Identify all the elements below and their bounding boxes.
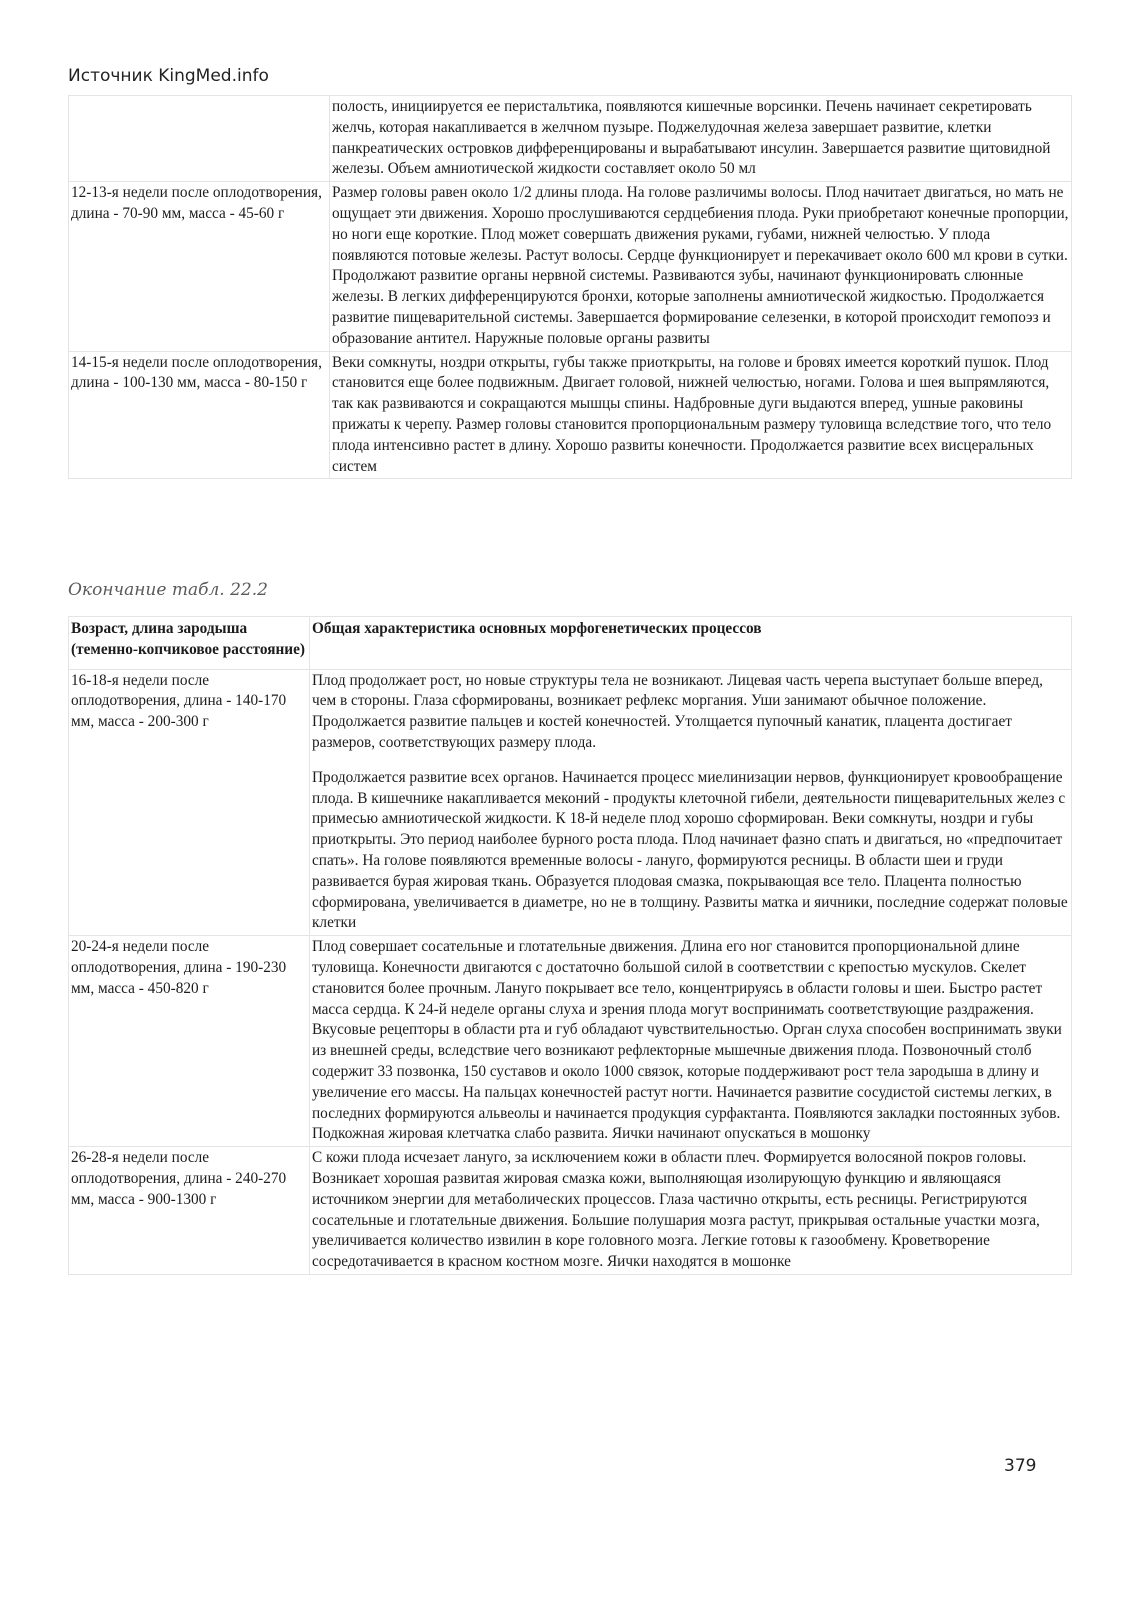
source-header: Источник KingMed.info (68, 66, 269, 86)
description-cell: Плод совершает сосательные и глотательные движения. Длина его ног становится пропорциональной длине туловища. Конечности двигаются с достаточно большой силой в соответствии с крепостью мускулов. Скелет становится более прочным. Лануго покрывает все тело, концентрируясь в области головы и шеи. Быстро растет масса сердца. К 24-й неделе органы слуха и зрения плода могут воспринимать соответствующие раздражения. Вкусовые рецепторы в области рта и губ обладают чувствительностью. Орган слуха способен воспринимать звуки из внешней среды, вследствие чего возникают рефлекторные мышечные движения плода. Позвоночный столб содержит 33 позвонка, 150 суставов и около 1000 связок, которые поддерживают рост тела зародыша в длину и увеличение его массы. На пальцах конечностей растут ногти. Начинается развитие сосудистой системы легких, в последних формируются альвеолы и начинается продукция сурфактанта. Появляются закладки постоянных зубов. Подкожная жировая клетчатка слабо развита. Яички начинают опускаться в мошонку (310, 936, 1072, 1147)
description-paragraph: Плод продолжает рост, но новые структуры тела не возникают. Лицевая часть черепа выступает больше вперед, чем в стороны. Глаза сформированы, возникает рефлекс моргания. Уши занимают обычное положение. Продолжается развитие пальцев и костей конечностей. Утолщается пупочный канатик, плацента достигает размеров, соответствующих размеру плода. (312, 671, 1043, 751)
table-row (69, 182, 1072, 351)
age-cell: 26-28-я недели после оплодотворения, длина - 240-270 мм, масса - 900-1300 г (69, 1147, 310, 1275)
table-row (69, 351, 1072, 479)
table-continuation-caption: Окончание табл. 22.2 (68, 580, 268, 600)
table-header-row (69, 617, 1072, 670)
age-cell: 12-13-я недели после оплодотворения, длина - 70-90 мм, масса - 45-60 г (69, 182, 330, 351)
page-number: 379 (1004, 1456, 1037, 1476)
description-cell: полость, инициируется ее перистальтика, появляются кишечные ворсинки. Печень начинает секретировать желчь, которая накапливается в желчном пузыре. Поджелудочная железа завершает развитие, клетки панкреатических островков дифференцированы и вырабатывают инсулин. Завершается развитие щитовидной железы. Объем амниотической жидкости составляет около 50 мл (330, 96, 1072, 182)
table-row (69, 936, 1072, 1147)
age-cell: 20-24-я недели после оплодотворения, длина - 190-230 мм, масса - 450-820 г (69, 936, 310, 1147)
column-header-age: Возраст, длина зародыша (теменно-копчиковое расстояние) (69, 617, 310, 670)
table-row (69, 1147, 1072, 1275)
description-paragraph: Продолжается развитие всех органов. Начинается процесс миелинизации нервов, функционирует кровообращение плода. В кишечнике накапливается меконий - продукты клеточной гибели, деятельности пищеварительных желез с примесью амниотической жидкости. К 18-й неделе плод хорошо сформирован. Веки сомкнуты, ноздри и губы приоткрыты. Это период наиболее бурного роста плода. Плод начинает фазно спать и двигаться, но «предпочитает спать». На голове появляются временные волосы - лануго, формируются ресницы. В области шеи и груди развивается бурая жировая ткань. Образуется плодовая смазка, покрывающая все тело. Плацента полностью сформирована, увеличивается в диаметре, но не в толщину. Развиты матка и яичники, последние содержат половые клетки (312, 768, 1068, 932)
morphogenesis-table-top (68, 95, 1072, 479)
table-row (69, 669, 1072, 936)
morphogenesis-table-bottom (68, 616, 1072, 1275)
column-header-description: Общая характеристика основных морфогенетических процессов (310, 617, 1072, 670)
description-cell: Веки сомкнуты, ноздри открыты, губы также приоткрыты, на голове и бровях имеется короткий пушок. Плод становится еще более подвижным. Двигает головой, нижней челюстью, ногами. Голова и шея выпрямляются, так как развиваются и сокращаются мышцы спины. Надбровные дуги выдаются вперед, ушные раковины прижаты к черепу. Размер головы становится пропорциональным размеру туловища вследствие того, что тело плода интенсивно растет в длину. Хорошо развиты конечности. Продолжается развитие всех висцеральных систем (330, 351, 1072, 479)
description-cell (310, 669, 1072, 936)
age-cell: 16-18-я недели после оплодотворения, длина - 140-170 мм, масса - 200-300 г (69, 669, 310, 936)
description-cell: Размер головы равен около 1/2 длины плода. На голове различимы волосы. Плод начитает двигаться, но мать не ощущает эти движения. Хорошо прослушиваются сердцебиения плода. Руки приобретают конечные пропорции, но ноги еще короткие. Плод может совершать движения руками, губами, нижней челюстью. У плода появляются потовые железы. Растут волосы. Сердце функционирует и перекачивает около 600 мл крови в сутки. Продолжают развитие органы нервной системы. Развиваются зубы, начинают функционировать слюнные железы. В легких дифференцируются бронхи, которые заполнены амниотической жидкостью. Продолжается развитие пищеварительной системы. Завершается формирование селезенки, в которой происходит гемопоэз и образование антител. Наружные половые органы развиты (330, 182, 1072, 351)
age-cell (69, 96, 330, 182)
description-cell: С кожи плода исчезает лануго, за исключением кожи в области плеч. Формируется волосяной покров головы. Возникает хорошая развитая жировая смазка кожи, выполняющая изолирующую функцию и являющаяся источником энергии для метаболических процессов. Глаза частично открыты, есть ресницы. Регистрируются сосательные и глотательные движения. Большие полушария мозга растут, прикрывая остальные участки мозга, увеличивается количество извилин в коре головного мозга. Легкие готовы к газообмену. Кроветворение сосредотачивается в красном костном мозге. Яички находятся в мошонке (310, 1147, 1072, 1275)
age-cell: 14-15-я недели после оплодотворения, длина - 100-130 мм, масса - 80-150 г (69, 351, 330, 479)
table-row (69, 96, 1072, 182)
